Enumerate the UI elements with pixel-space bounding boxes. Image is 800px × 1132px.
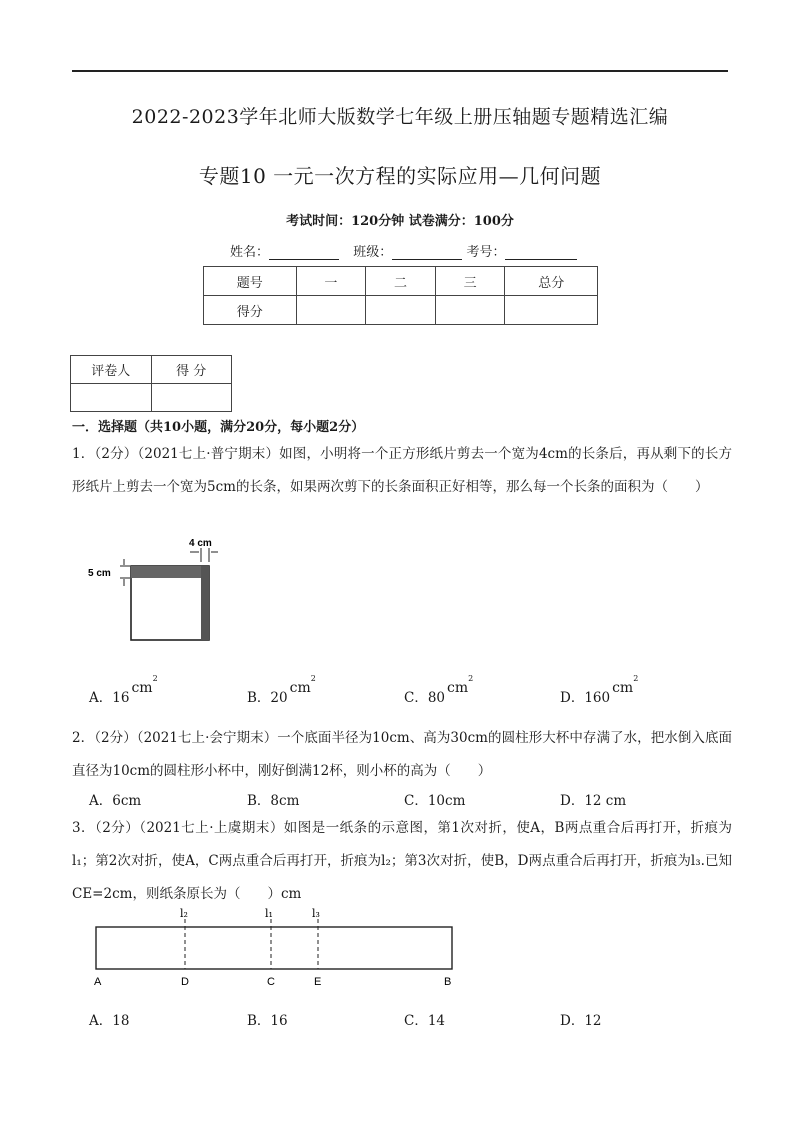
option-3a[interactable]: A．18 <box>89 1013 130 1029</box>
table-header: 一 <box>296 267 366 296</box>
score-cell[interactable] <box>435 296 505 325</box>
grader-table <box>70 355 232 412</box>
option-2c[interactable]: C．10cm <box>404 793 466 809</box>
point-d: D <box>181 976 189 987</box>
figure-label-4cm: 4 cm <box>189 538 212 549</box>
grader-label: 评卷人 <box>71 356 152 384</box>
option-unit-exponent: 2 <box>152 674 158 683</box>
table-header: 题号 <box>204 267 297 296</box>
class-blank[interactable] <box>392 259 462 260</box>
document-subtitle: 专题10 一元一次方程的实际应用—几何问题 <box>198 164 602 188</box>
option-2d[interactable]: D．12 cm <box>560 793 627 809</box>
top-rule <box>72 70 728 72</box>
score-cell[interactable] <box>296 296 366 325</box>
option-unit-exponent: 2 <box>310 674 316 683</box>
score-cell[interactable] <box>505 296 598 325</box>
table-header: 总分 <box>505 267 598 296</box>
table-row <box>204 296 598 325</box>
table-row <box>71 356 232 384</box>
name-blank[interactable] <box>269 259 339 260</box>
score-label: 得 分 <box>151 356 232 384</box>
score-cell[interactable] <box>366 296 436 325</box>
option-1a[interactable] <box>89 674 158 706</box>
fold-line-l1: l₁ <box>265 907 273 920</box>
option-unit: cm <box>289 680 311 696</box>
option-2b[interactable]: B．8cm <box>247 793 300 809</box>
class-label: 班级： <box>353 245 393 260</box>
score-table <box>203 266 598 325</box>
table-row-label: 得分 <box>204 296 297 325</box>
option-3d[interactable]: D．12 <box>560 1013 602 1029</box>
student-fields <box>230 241 577 260</box>
point-a: A <box>94 976 102 987</box>
option-1c[interactable] <box>404 674 474 706</box>
option-1d[interactable] <box>560 674 639 706</box>
option-unit: cm <box>447 680 469 696</box>
table-header: 二 <box>366 267 436 296</box>
section-title: 一．选择题（共10小题，满分20分，每小题2分） <box>72 420 365 435</box>
question-1-figure <box>86 534 226 644</box>
option-2a[interactable]: A．6cm <box>89 793 142 809</box>
grader-cell[interactable] <box>71 384 152 412</box>
question-1-text: 1．（2分）（2021七上·普宁期末）如图，小明将一个正方形纸片剪去一个宽为4cm的长条后，再从剩下的长方形纸片上剪去一个宽为5cm的长条，如果两次剪下的长条面积正好相等，那么每一个长条的面积为（ ） <box>72 446 732 495</box>
id-blank[interactable] <box>505 259 577 260</box>
question-2-text: 2．（2分）（2021七上·会宁期末）一个底面半径为10cm、高为30cm的圆柱形大杯中存满了水，把水倒入底面直径为10cm的圆柱形小杯中，刚好倒满12杯，则小杯的高为（ ） <box>72 730 732 779</box>
option-label: B．20 <box>247 690 288 706</box>
point-c: C <box>267 976 275 987</box>
fold-line-l3: l₃ <box>312 907 320 920</box>
table-header: 三 <box>435 267 505 296</box>
question-3-figure <box>88 905 460 987</box>
option-label: C．80 <box>404 690 446 706</box>
id-label: 考号： <box>466 245 506 260</box>
exam-meta: 考试时间：120分钟 试卷满分：100分 <box>286 214 514 229</box>
table-row <box>71 384 232 412</box>
figure-label-5cm: 5 cm <box>88 568 111 579</box>
option-label: A．16 <box>89 690 130 706</box>
fold-line-l2: l₂ <box>180 907 188 920</box>
table-row <box>204 267 598 296</box>
option-unit-exponent: 2 <box>468 674 474 683</box>
document-title: 2022-2023学年北师大版数学七年级上册压轴题专题精选汇编 <box>131 106 669 128</box>
option-3b[interactable]: B．16 <box>247 1013 288 1029</box>
point-e: E <box>314 976 322 987</box>
name-label: 姓名： <box>230 245 270 260</box>
option-1b[interactable] <box>247 674 316 706</box>
option-label: D．160 <box>560 690 611 706</box>
point-b: B <box>444 976 452 987</box>
score-cell[interactable] <box>151 384 232 412</box>
question-3-text: 3．（2分）（2021七上·上虞期末）如图是一纸条的示意图，第1次对折，使A，B两点重合后再打开，折痕为l₁；第2次对折，使A，C两点重合后再打开，折痕为l₂；第3次对折，使B，D两点重合后再打开，折痕为l₃.已知CE=2cm，则纸条原长为（ ）cm <box>72 820 732 902</box>
option-unit: cm <box>612 680 634 696</box>
option-3c[interactable]: C．14 <box>404 1013 446 1029</box>
option-unit: cm <box>131 680 153 696</box>
option-unit-exponent: 2 <box>633 674 639 683</box>
